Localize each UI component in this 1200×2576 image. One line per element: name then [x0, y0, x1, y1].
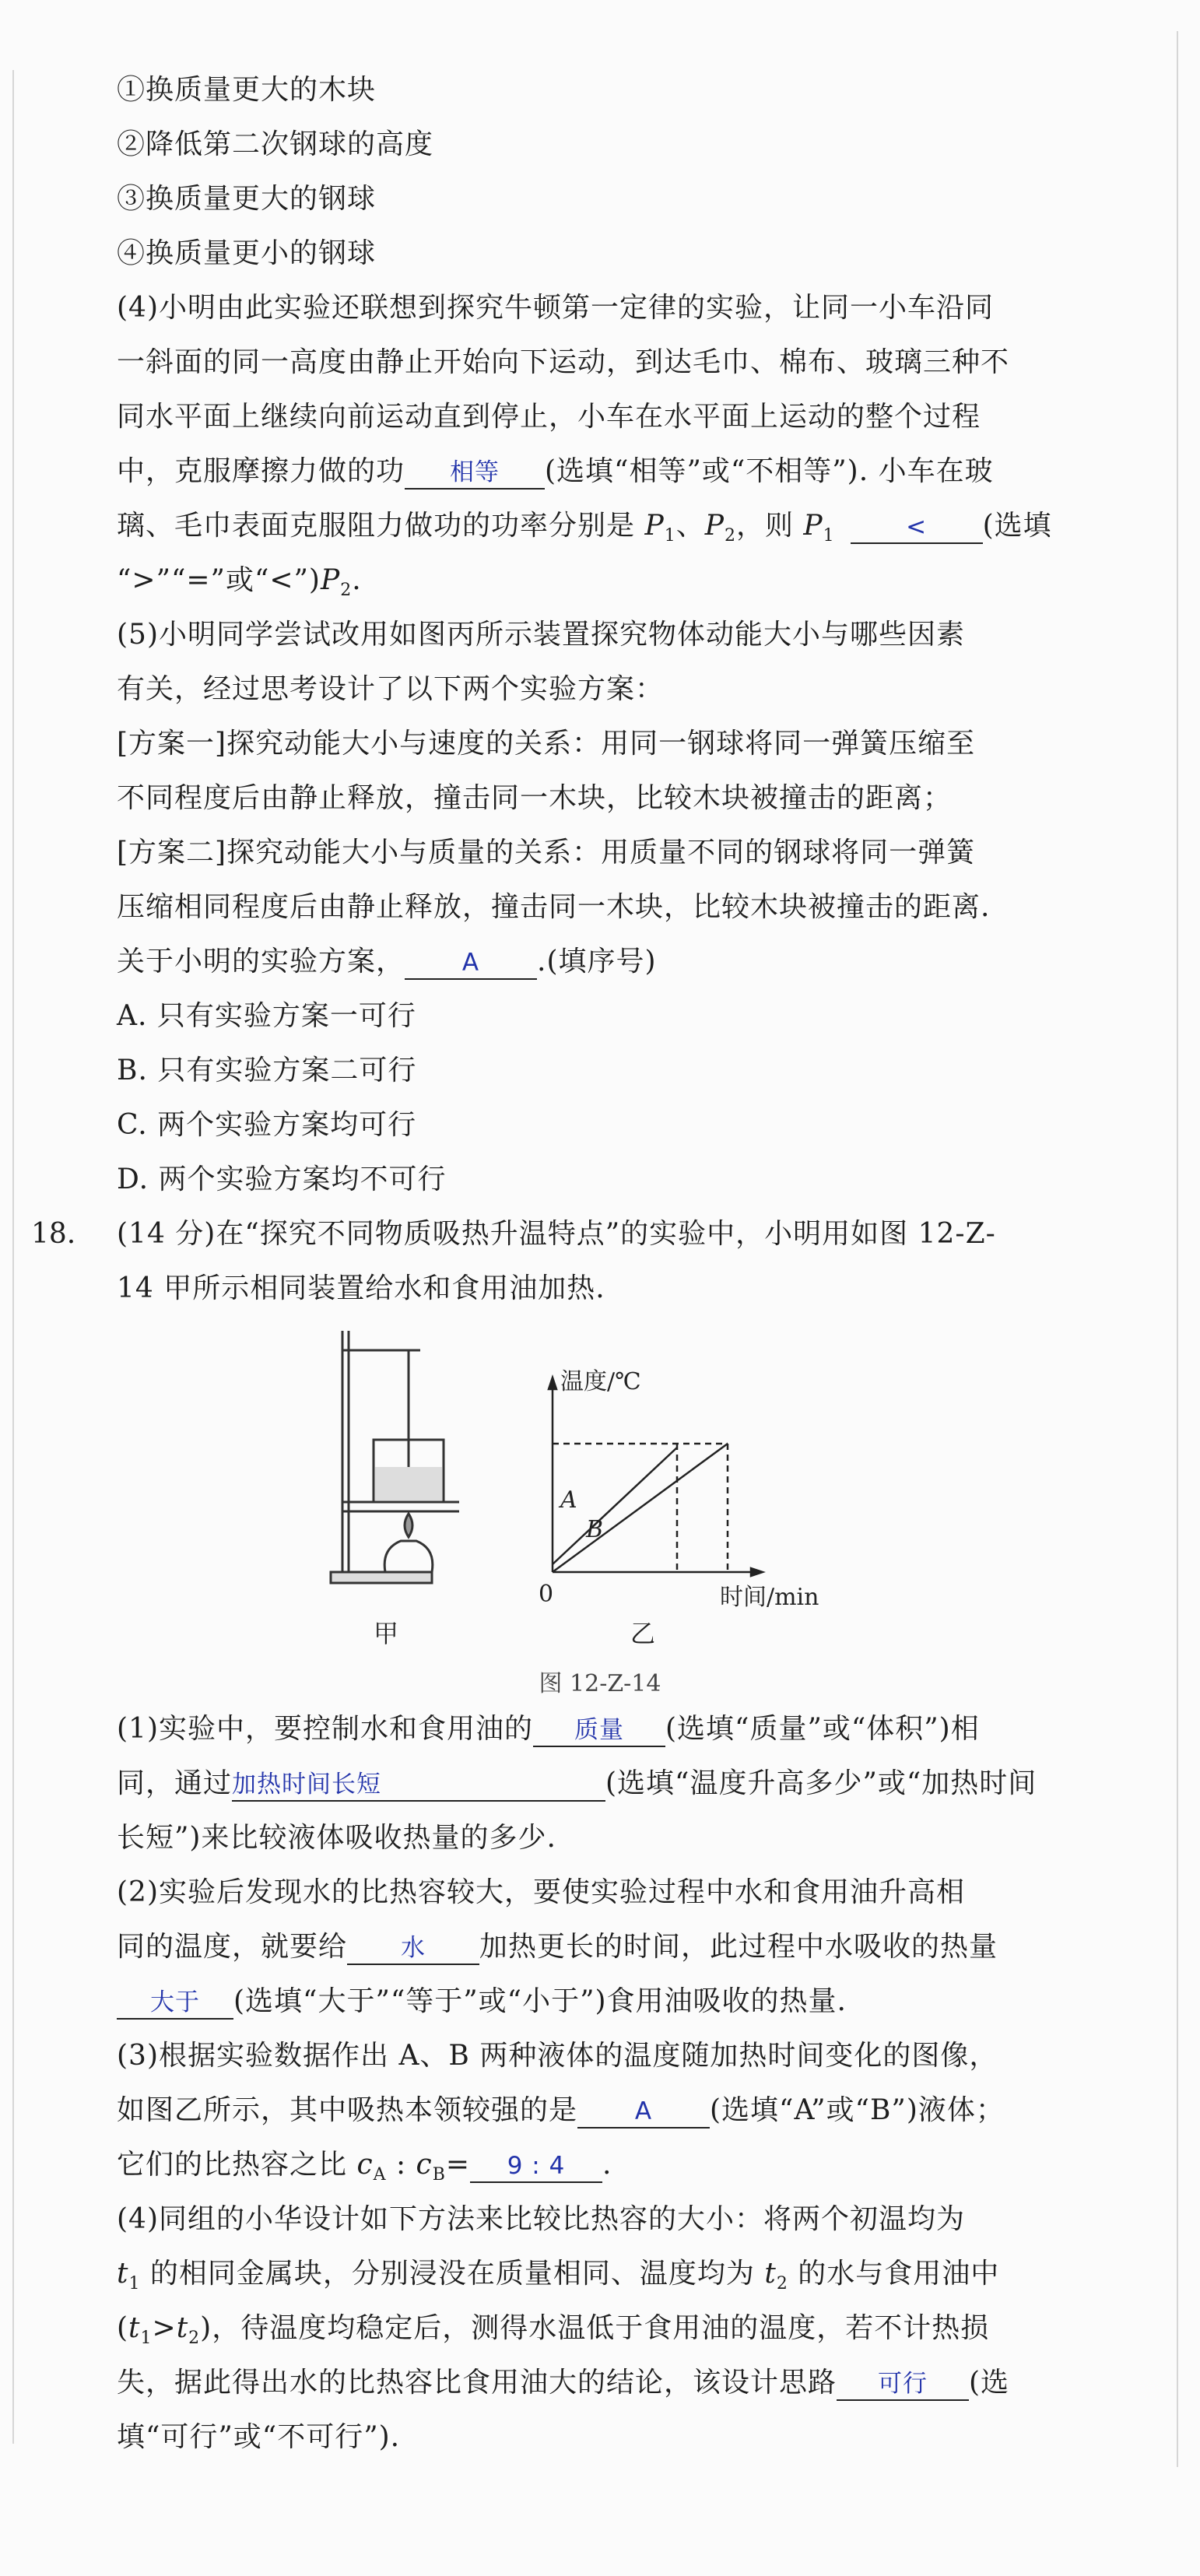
s4-sub-t1: 1	[128, 2274, 141, 2294]
s2-text-3b: (选填“大于”“等于”或“小于”)食用油吸收的热量.	[233, 1985, 847, 2017]
q4-line-3: 同水平面上继续向前运动直到停止，小车在水平面上运动的整个过程	[117, 401, 981, 433]
alcohol-lamp	[384, 1541, 433, 1572]
q4-sub-1: 1	[664, 526, 676, 546]
q5-choice-b: B. 只有实验方案二可行	[117, 1055, 417, 1086]
q4-text-5b: ，则	[735, 510, 804, 542]
apparatus-diagram	[331, 1331, 459, 1583]
x-axis-arrow	[751, 1568, 763, 1576]
q5-choice-a: A. 只有实验方案一可行	[117, 1000, 416, 1032]
s1-text-1b: (选填“质量”或“体积”)相	[665, 1713, 980, 1745]
s4-symbol-l3t2: t	[176, 2312, 189, 2344]
figure-caption: 图 12-Z-14	[539, 1670, 661, 1697]
option-3: ③换质量更大的钢球	[117, 183, 377, 215]
s2-text-2a: 同的温度，就要给	[117, 1931, 348, 1963]
s2-line-2	[117, 1928, 1128, 1966]
q4-text-4b: (选填“相等”或“不相等”). 小车在玻	[545, 455, 994, 487]
burner-flame	[405, 1514, 412, 1537]
s1-answer-blank-2[interactable]: 加热时间长短	[232, 1769, 605, 1802]
s3-text-3b: .	[602, 2149, 612, 2181]
graph-label-a: A	[560, 1486, 577, 1514]
figure-label-right: 乙	[630, 1619, 656, 1648]
s3-colon: :	[386, 2149, 416, 2181]
q5-line-6: 压缩相同程度后由静止释放，撞击同一木块，比较木块被撞击的距离.	[117, 891, 991, 923]
q5-line-5: [方案二]探究动能大小与质量的关系：用质量不同的钢球将同一弹簧	[117, 837, 976, 869]
s3-line-2	[117, 2092, 1128, 2129]
s4-sub-l3t2: 2	[188, 2329, 201, 2349]
s1-answer-blank-1[interactable]: 质量	[533, 1714, 665, 1747]
y-axis-arrow	[549, 1377, 556, 1389]
q4-symbol-p1: P	[644, 510, 665, 542]
s4-line-3	[117, 2310, 1128, 2357]
q5-answer-blank[interactable]: A	[405, 947, 537, 980]
q4-text-5c: (选填	[982, 510, 1052, 542]
q4-sub-2: 2	[724, 526, 736, 546]
q5-line-2: 有关，经过思考设计了以下两个实验方案：	[117, 673, 665, 705]
q4-text-6b: .	[352, 564, 362, 596]
s4-line-4	[117, 2364, 1128, 2402]
s2-line-1: (2)实验后发现水的比热容较大，要使实验过程中水和食用油升高相	[117, 1876, 965, 1908]
s3-line-1: (3)根据实验数据作出 A、B 两种液体的温度随加热时间变化的图像，	[117, 2040, 998, 2072]
s2-answer-blank-2[interactable]: 大于	[117, 1987, 233, 2020]
s3-sub-a: A	[373, 2165, 387, 2185]
q4-symbol-p4: P	[320, 564, 341, 596]
q5-line-1: (5)小明同学尝试改用如图丙所示装置探究物体动能大小与哪些因素	[117, 619, 965, 651]
experiment-figure	[296, 1315, 887, 1673]
s3-symbol-cb: c	[416, 2149, 433, 2181]
page-margin-line-left	[12, 70, 14, 2444]
s2-answer-blank-1[interactable]: 水	[347, 1932, 479, 1965]
s3-text-3a: 它们的比热容之比	[117, 2149, 357, 2181]
q4-answer-blank-2[interactable]: <	[851, 511, 983, 544]
s4-text-3a: (	[117, 2312, 129, 2344]
q4-line-1: (4)小明由此实验还联想到探究牛顿第一定律的实验，让同一小车沿同	[117, 292, 994, 324]
s3-line-3	[117, 2146, 1128, 2194]
q18-line-2: 14 甲所示相同装置给水和食用油加热.	[117, 1272, 605, 1304]
s3-answer-blank-2[interactable]: 9 : 4	[470, 2150, 602, 2183]
q4-symbol-p2: P	[704, 510, 725, 542]
graph-xlabel: 时间/min	[720, 1584, 819, 1611]
s3-text-2b: (选填“A”或“B”)液体；	[710, 2094, 1005, 2126]
s4-gt: >	[152, 2312, 177, 2344]
q4-text-4a: 中，克服摩擦力做的功	[117, 455, 405, 487]
s1-text-2b: (选填“温度升高多少”或“加热时间	[605, 1767, 1037, 1799]
q5-line-4: 不同程度后由静止释放，撞击同一木块，比较木块被撞击的距离；	[117, 782, 953, 814]
s4-line-2	[117, 2255, 1128, 2303]
s2-line-3	[117, 1983, 1128, 2020]
s4-text-2b: 的水与食用油中	[788, 2258, 1000, 2290]
q18-number: 18.	[31, 1218, 76, 1250]
s4-text-4a: 失，据此得出水的比热容比食用油大的结论，该设计思路	[117, 2367, 837, 2399]
s4-text-2a: 的相同金属块，分别浸没在质量相同、温度均为	[140, 2258, 765, 2290]
stand-base	[331, 1572, 432, 1583]
q4-text-6a: “>”“=”或“<”)	[117, 564, 321, 596]
s1-line-1	[117, 1711, 1128, 1748]
q4-sub-3: 1	[823, 526, 835, 546]
s4-symbol-t1: t	[117, 2258, 129, 2290]
s1-text-1a: (1)实验中，要控制水和食用油的	[117, 1713, 533, 1745]
q4-line-5	[117, 507, 1128, 555]
s1-line-2	[117, 1765, 1128, 1802]
s3-eq: =	[445, 2149, 471, 2181]
q5-choice-d: D. 两个实验方案均不可行	[117, 1163, 447, 1195]
q4-text-5a: 璃、毛巾表面克服阻力做功的功率分别是	[117, 510, 645, 542]
q4-sub-4: 2	[340, 581, 353, 601]
s4-text-4b: (选	[969, 2367, 1010, 2399]
line-b	[553, 1444, 728, 1572]
figure-label-left: 甲	[374, 1619, 399, 1648]
s4-line-5: 填“可行”或“不可行”).	[117, 2421, 401, 2453]
q5-choice-c: C. 两个实验方案均可行	[117, 1109, 417, 1141]
s4-symbol-t2: t	[764, 2258, 777, 2290]
q4-symbol-p3: P	[803, 510, 823, 542]
s3-answer-blank-1[interactable]: A	[577, 2096, 710, 2129]
s3-sub-b: B	[432, 2165, 446, 2185]
q5-text-7a: 关于小明的实验方案，	[117, 946, 405, 977]
s1-text-2a: 同，通过	[117, 1767, 233, 1799]
q18-line-1: (14 分)在“探究不同物质吸热升温特点”的实验中，小明用如图 12-Z-	[117, 1218, 996, 1250]
temperature-time-graph	[549, 1377, 763, 1576]
page-margin-line-right	[1177, 31, 1178, 2467]
s4-text-3b: )，待温度均稳定后，测得水温低于食用油的温度，若不计热损	[200, 2312, 990, 2344]
graph-label-b: B	[586, 1516, 604, 1543]
q4-line-4	[117, 453, 1128, 490]
s3-text-2a: 如图乙所示，其中吸热本领较强的是	[117, 2094, 578, 2126]
s4-sub-t2: 2	[776, 2274, 788, 2294]
option-2: ②降低第二次钢球的高度	[117, 128, 434, 160]
graph-origin: 0	[539, 1581, 554, 1608]
q5-line-3: [方案一]探究动能大小与速度的关系：用同一钢球将同一弹簧压缩至	[117, 728, 976, 760]
s4-sub-l3t1: 1	[140, 2329, 153, 2349]
s4-line-1: (4)同组的小华设计如下方法来比较比热容的大小：将两个初温均为	[117, 2203, 965, 2235]
q4-sep: 、	[675, 510, 705, 542]
q5-text-7b: .(填序号)	[537, 946, 657, 977]
beaker-liquid	[375, 1467, 442, 1500]
option-4: ④换质量更小的钢球	[117, 237, 377, 269]
q5-line-7	[117, 943, 1128, 981]
s3-symbol-ca: c	[356, 2149, 374, 2181]
q4-line-6	[117, 562, 1128, 609]
s4-answer-blank[interactable]: 可行	[837, 2368, 969, 2401]
s4-symbol-l3t1: t	[128, 2312, 141, 2344]
q4-line-2: 一斜面的同一高度由静止开始向下运动，到达毛巾、棉布、玻璃三种不	[117, 346, 1010, 378]
option-1: ①换质量更大的木块	[117, 74, 377, 106]
s1-line-3: 长短”)来比较液体吸收热量的多少.	[117, 1822, 556, 1854]
q4-answer-blank-1[interactable]: 相等	[405, 457, 545, 490]
graph-ylabel: 温度/℃	[560, 1368, 641, 1395]
s2-text-2b: 加热更长的时间，此过程中水吸收的热量	[479, 1931, 998, 1963]
